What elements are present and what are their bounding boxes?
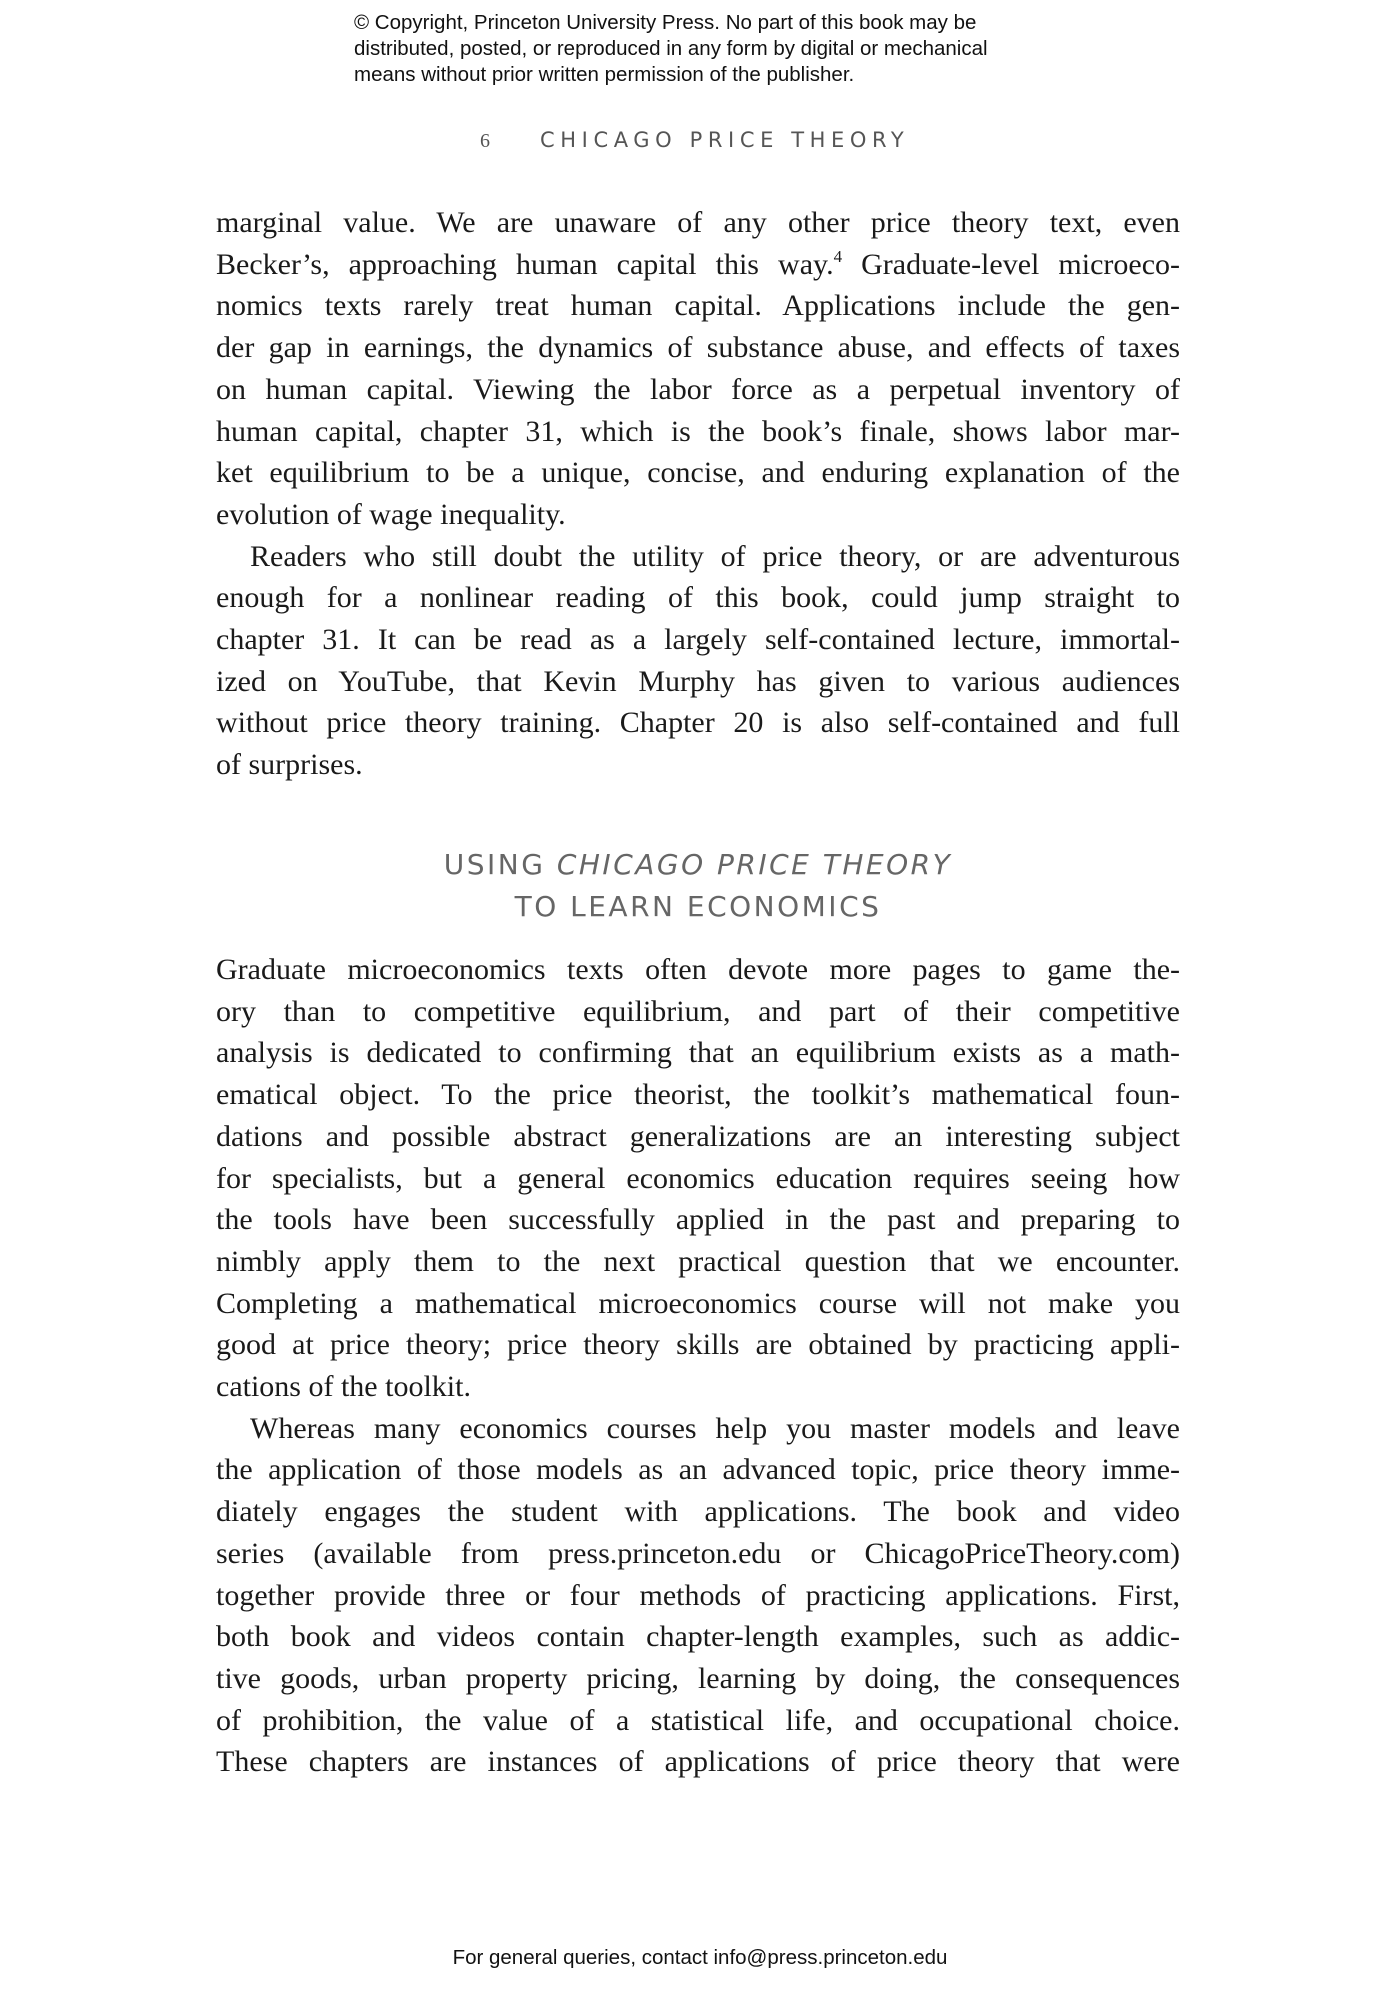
text-line: without price theory training. Chapter 20 is also self-contained and full xyxy=(216,706,1180,740)
body-text-bottom xyxy=(216,949,1180,1783)
body-text-top xyxy=(216,202,1180,786)
text-line: dations and possible abstract generalizations are an interesting subject xyxy=(216,1119,1180,1153)
text-line: of prohibition, the value of a statistical life, and occupational choice. xyxy=(216,1703,1180,1737)
book-title-header: CHICAGO PRICE THEORY xyxy=(540,128,910,152)
text-line: series (available from press.princeton.edu or ChicagoPriceTheory.com) xyxy=(216,1536,1180,1570)
text-line: evolution of wage inequality. xyxy=(216,497,566,531)
page-number: 6 xyxy=(480,130,490,152)
text-line: ory than to competitive equilibrium, and part of their competitive xyxy=(216,994,1180,1028)
text-line: human capital, chapter 31, which is the book’s finale, shows labor mar- xyxy=(216,414,1180,448)
text-line: nomics texts rarely treat human capital. Applications include the gen- xyxy=(216,289,1180,323)
section-heading-italic-title: CHICAGO PRICE THEORY xyxy=(556,848,953,881)
copyright-line: © Copyright, Princeton University Press. No part of this book may be xyxy=(354,11,977,34)
text-line: marginal value. We are unaware of any other price theory text, even xyxy=(216,206,1180,239)
text-line: Readers who still doubt the utility of price theory, or are adventurous xyxy=(250,539,1180,573)
text-line: both book and videos contain chapter-length examples, such as addic- xyxy=(216,1620,1180,1654)
copyright-line: distributed, posted, or reproduced in any form by digital or mechanical xyxy=(354,37,988,60)
text-line: for specialists, but a general economics education requires seeing how xyxy=(216,1161,1180,1195)
text-line: the tools have been successfully applied in the past and preparing to xyxy=(216,1203,1180,1237)
text-line: of surprises. xyxy=(216,748,363,782)
text-line: good at price theory; price theory skills are obtained by practicing appli- xyxy=(216,1328,1180,1362)
text-line: diately engages the student with applications. The book and video xyxy=(216,1495,1180,1529)
text-line: the application of those models as an advanced topic, price theory imme- xyxy=(216,1453,1180,1487)
text-line: analysis is dedicated to confirming that an equilibrium exists as a math- xyxy=(216,1036,1180,1070)
text-line: These chapters are instances of applications of price theory that were xyxy=(216,1745,1180,1779)
text-line-fragment: Becker’s, approaching human capital this way. xyxy=(216,247,834,281)
running-head xyxy=(480,128,909,153)
footer-contact: For general queries, contact info@press.princeton.edu xyxy=(452,1946,948,1969)
text-line: ematical object. To the price theorist, the toolkit’s mathematical foun- xyxy=(216,1078,1180,1112)
section-heading-line-1 xyxy=(216,844,1180,886)
text-line: Graduate microeconomics texts often devote more pages to game the- xyxy=(216,953,1180,986)
text-line: Whereas many economics courses help you master models and leave xyxy=(250,1411,1180,1445)
text-line: cations of the toolkit. xyxy=(216,1370,471,1404)
text-line: chapter 31. It can be read as a largely self-contained lecture, immortal- xyxy=(216,623,1180,657)
copyright-notice xyxy=(354,10,1114,88)
text-line-fragment: Graduate-level microeco- xyxy=(842,247,1180,281)
text-line: tive goods, urban property pricing, learning by doing, the consequences xyxy=(216,1661,1180,1695)
section-heading xyxy=(216,844,1180,928)
text-line: together provide three or four methods of practicing applications. First, xyxy=(216,1578,1180,1612)
text-line: ized on YouTube, that Kevin Murphy has given to various audiences xyxy=(216,664,1180,698)
text-line: enough for a nonlinear reading of this book, could jump straight to xyxy=(216,581,1180,615)
copyright-line: means without prior written permission of the publisher. xyxy=(354,63,855,86)
text-line: der gap in earnings, the dynamics of substance abuse, and effects of taxes xyxy=(216,331,1180,365)
section-heading-line-2: TO LEARN ECONOMICS xyxy=(514,890,882,923)
footnote-marker: 4 xyxy=(833,246,843,266)
text-line: ket equilibrium to be a unique, concise, and enduring explanation of the xyxy=(216,456,1180,490)
text-line xyxy=(216,244,1180,286)
text-line: on human capital. Viewing the labor force as a perpetual inventory of xyxy=(216,372,1180,406)
text-line: Completing a mathematical microeconomics course will not make you xyxy=(216,1286,1180,1320)
text-line: nimbly apply them to the next practical question that we encounter. xyxy=(216,1244,1180,1278)
section-heading-prefix: USING xyxy=(443,848,557,881)
